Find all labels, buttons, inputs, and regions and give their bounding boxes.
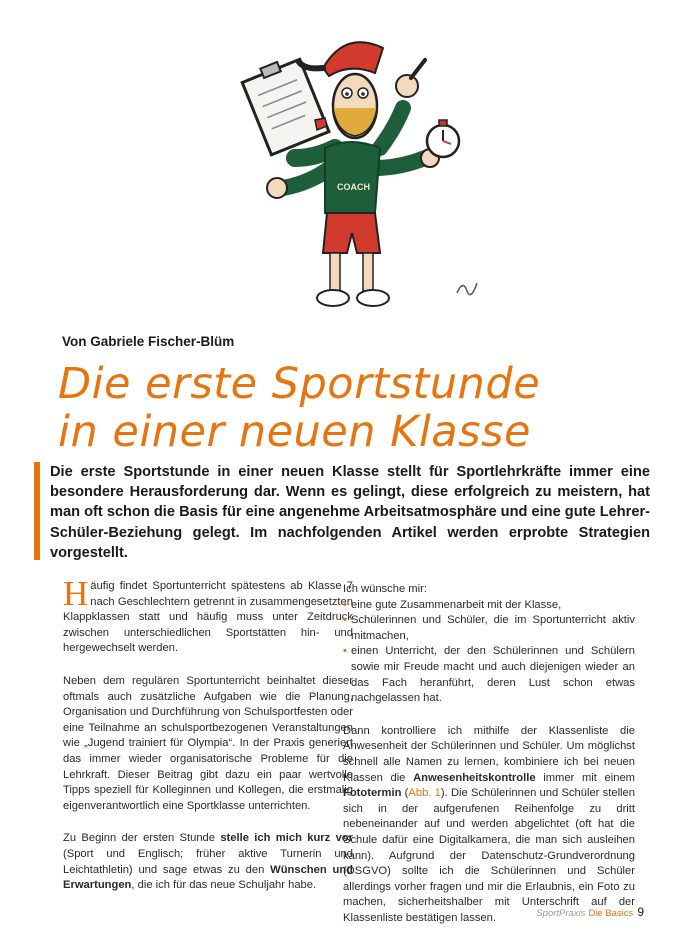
page-title: [58, 360, 658, 456]
list-item: • eine gute Zusammenarbeit mit der Klasse,: [343, 598, 635, 614]
list-item: • Schülerinnen und Schüler, die im Sportunterricht aktiv mitmachen,: [343, 613, 635, 644]
coach-illustration: [225, 8, 485, 313]
dropcap-letter: H: [63, 574, 89, 613]
bold-phrase: Wünschen und Erwartungen: [63, 863, 354, 892]
text-segment: Dann kontrolliere ich mithilfe der Klassenliste die Anwesenheit der Schülerinnen und Schüler. Um möglichst schnell alle Namen zu lernen, kombiniere ich bei neuen Klassen die: [343, 724, 635, 784]
title-line-1: Die erste Sportstunde: [58, 359, 541, 409]
paragraph-attendance: [343, 724, 635, 927]
magazine-name: SportPraxis: [536, 908, 586, 919]
right-column: [343, 582, 635, 943]
bold-phrase: Fototermin: [343, 787, 402, 800]
stopwatch-icon: [427, 120, 459, 157]
list-item: • einen Unterricht, der den Schülerinnen und Schülern sowie mir Freude macht und auch diejenigen wieder an das Fach heranführt, deren Lust schon etwas nachgelassen hat.: [343, 644, 635, 706]
shirt-text: COACH: [337, 182, 370, 192]
figure-reference-link[interactable]: Abb. 1: [408, 787, 441, 800]
lead-paragraph: Die erste Sportstunde in einer neuen Klasse stellt für Sportlehrkräfte immer eine besondere Herausforderung dar. Wenn es gelingt, diese erfolgreich zu meistern, hat man oft schon die Basis für eine angenehme Arbeitsatmosphäre und eine gute Lehrer-Schüler-Beziehung gelegt. Im nachfolgenden Artikel werden erprobte Strategien vorgestellt.: [50, 464, 650, 561]
text-segment: Zu Beginn der ersten Stunde: [63, 832, 221, 845]
paragraph-introduction: [63, 831, 353, 893]
section-name: Die Basics: [588, 908, 634, 919]
byline: Von Gabriele Fischer-Blüm: [62, 334, 235, 349]
paragraph-tasks: Neben dem regulären Sportunterricht beinhaltet dieser oftmals auch zusätzliche Aufgaben wie die Planung, Organisation und Durchführung von Schulsportfesten oder eine Teilnahme an schulsportbezogenen Veranstaltungen wie „Jugend trainiert für Olympia“. In der Praxis generiert das immer wieder organisatorische Probleme für die Lehrkraft. Dieser Beitrag gibt dazu ein paar wertvolle Tipps speziell für Kolleginnen und Kollegen, die erstmalig eigenverantwortlich eine Sportklasse unterrichten.: [63, 674, 353, 812]
page-footer: [536, 905, 644, 919]
paragraph-intro-text: äufig findet Sportunterricht spätestens ab Klasse 7 nach Geschlechtern getrennt in zusammengesetzten Klappklassen statt und häufig muss unter Zeitdruck zwischen unterschiedlichen Sportstätten hin- und hergewechselt werden.: [63, 580, 353, 655]
text-segment: , die ich für das neue Schuljahr habe.: [131, 879, 317, 892]
lead-accent-bar: [34, 462, 40, 560]
left-column: [63, 574, 354, 911]
text-segment: immer mit einem: [535, 771, 636, 784]
text-segment: (: [401, 787, 409, 800]
wishes-intro: Ich wünsche mir:: [343, 583, 427, 595]
page-number: 9: [637, 905, 644, 919]
bold-phrase: Anwesenheitskontrolle: [413, 771, 536, 784]
text-segment: ). Die Schülerinnen und Schüler stellen sich in der aufgerufenen Reihenfolge zu dritt nebeneinander auf und werden abgelichtet (oft hat die Schule dafür eine Digitalkamera, die man sich ausleihen kann). Aufgrund der Datenschutz-Grundverordnung (DSGVO) sollte ich die Schülerinnen und Schüler allerdings vorher fragen und mir die Erlaubnis, ein Foto zu machen, sicherheitshalber mit Unterschrift auf der Klassenliste bestätigen lassen.: [343, 787, 635, 924]
paragraph-intro: [63, 574, 353, 657]
text-segment: (Sport und Englisch; früher aktive Turnerin und Leichtathletin) und sage etwas zu den: [63, 847, 353, 876]
title-line-2: in einer neuen Klasse: [58, 407, 531, 457]
bold-phrase: stelle ich mich kurz vor: [220, 832, 353, 845]
wishes-list: [343, 598, 635, 707]
